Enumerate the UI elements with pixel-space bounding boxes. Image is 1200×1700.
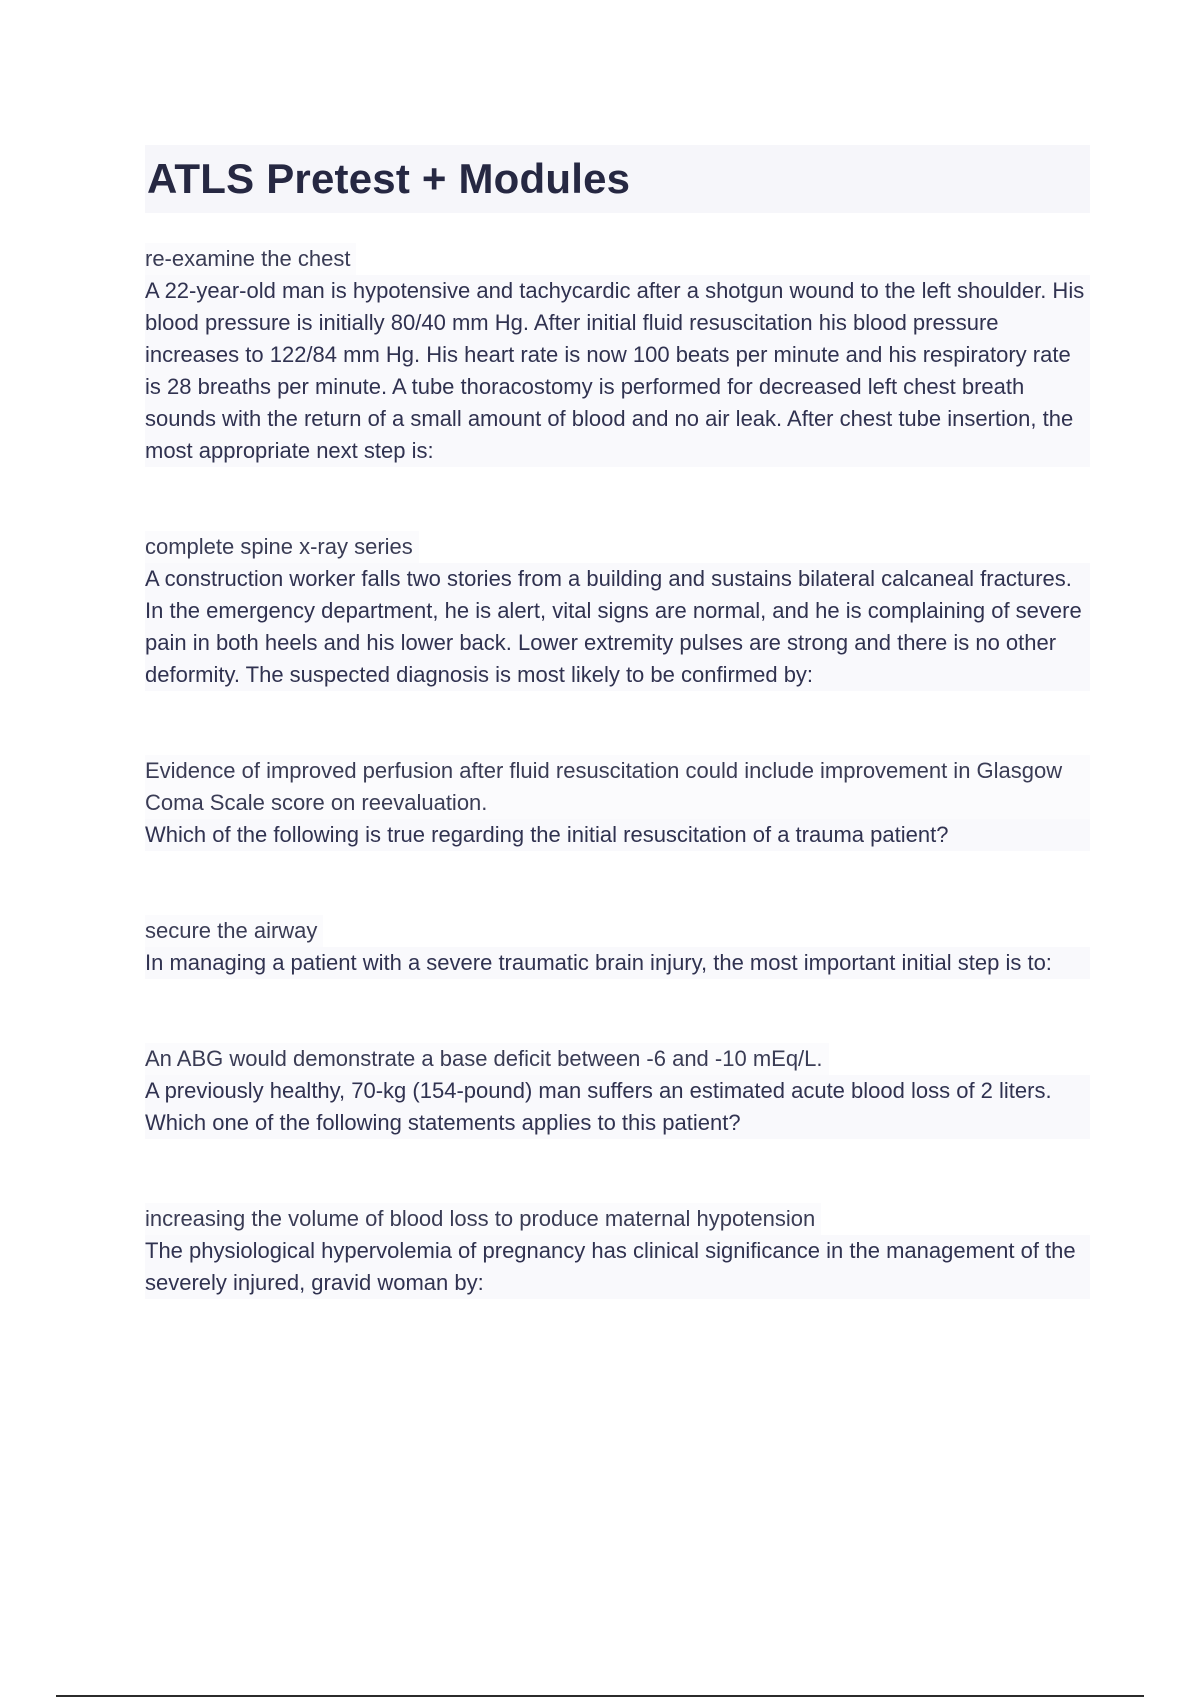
flashcard bbox=[145, 1203, 1090, 1299]
flashcard-question: The physiological hypervolemia of pregnancy has clinical significance in the management of the severely injured, gravid woman by: bbox=[145, 1235, 1090, 1299]
flashcard-question: A construction worker falls two stories from a building and sustains bilateral calcaneal fractures. In the emergency department, he is alert, vital signs are normal, and he is complaining of severe pain in both heels and his lower back. Lower extremity pulses are strong and there is no other deformity. The suspected diagnosis is most likely to be confirmed by: bbox=[145, 563, 1090, 691]
flashcard-answer: re-examine the chest bbox=[145, 243, 356, 275]
flashcard-answer: Evidence of improved perfusion after fluid resuscitation could include improvement in Glasgow Coma Scale score on reevaluation. bbox=[145, 755, 1090, 819]
flashcard bbox=[145, 755, 1090, 851]
flashcard-answer: increasing the volume of blood loss to produce maternal hypotension bbox=[145, 1203, 821, 1235]
flashcard bbox=[145, 531, 1090, 691]
flashcard-answer: secure the airway bbox=[145, 915, 323, 947]
document-page bbox=[145, 145, 1090, 1363]
flashcard-question: In managing a patient with a severe traumatic brain injury, the most important initial step is to: bbox=[145, 947, 1090, 979]
flashcard-question: A 22-year-old man is hypotensive and tachycardic after a shotgun wound to the left shoulder. His blood pressure is initially 80/40 mm Hg. After initial fluid resuscitation his blood pressure increases to 122/84 mm Hg. His heart rate is now 100 beats per minute and his respiratory rate is 28 breaths per minute. A tube thoracostomy is performed for decreased left chest breath sounds with the return of a small amount of blood and no air leak. After chest tube insertion, the most appropriate next step is: bbox=[145, 275, 1090, 467]
flashcard-answer: An ABG would demonstrate a base deficit between -6 and -10 mEq/L. bbox=[145, 1043, 829, 1075]
flashcard-question: Which of the following is true regarding the initial resuscitation of a trauma patient? bbox=[145, 819, 1090, 851]
page-title: ATLS Pretest + Modules bbox=[147, 155, 631, 202]
flashcard-answer: complete spine x-ray series bbox=[145, 531, 419, 563]
footer-divider bbox=[56, 1695, 1144, 1697]
title-bar bbox=[145, 145, 1090, 213]
flashcard bbox=[145, 915, 1090, 979]
flashcard bbox=[145, 1043, 1090, 1139]
flashcard-list bbox=[145, 243, 1090, 1299]
flashcard-question: A previously healthy, 70-kg (154-pound) man suffers an estimated acute blood loss of 2 liters. Which one of the following statements applies to this patient? bbox=[145, 1075, 1090, 1139]
flashcard bbox=[145, 243, 1090, 467]
